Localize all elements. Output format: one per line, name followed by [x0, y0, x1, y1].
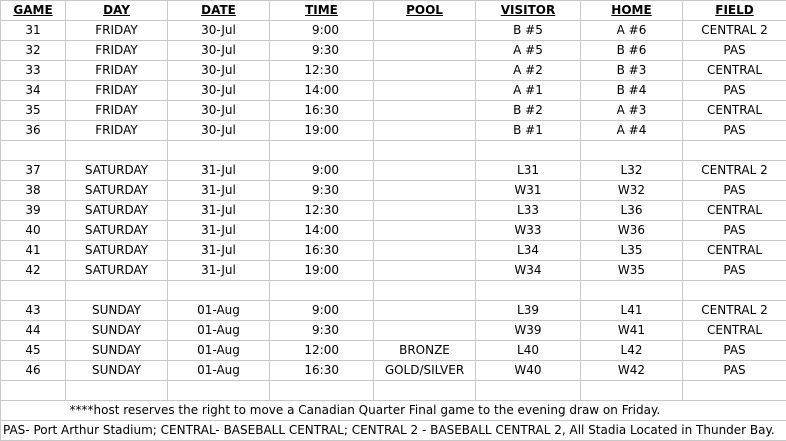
cell-date: 30-Jul — [168, 61, 270, 81]
cell-field: PAS — [683, 361, 786, 381]
cell-date: 31-Jul — [168, 181, 270, 201]
table-row — [1, 101, 786, 121]
cell-pool — [374, 301, 476, 321]
cell-visitor: W39 — [476, 321, 581, 341]
header-time: TIME — [270, 1, 374, 21]
cell-day: FRIDAY — [66, 121, 168, 141]
cell-date: 31-Jul — [168, 221, 270, 241]
table-row — [1, 121, 786, 141]
cell-pool — [374, 61, 476, 81]
cell-time: 16:30 — [270, 361, 374, 381]
cell-visitor: L39 — [476, 301, 581, 321]
cell-field: PAS — [683, 341, 786, 361]
cell-day: SUNDAY — [66, 361, 168, 381]
cell-date: 30-Jul — [168, 21, 270, 41]
header-home: HOME — [581, 1, 683, 21]
cell-pool — [374, 181, 476, 201]
cell-home: W42 — [581, 361, 683, 381]
cell-field: CENTRAL 2 — [683, 161, 786, 181]
cell-visitor: B #5 — [476, 21, 581, 41]
note-text: ****host reserves the right to move a Canadian Quarter Final game to the evening draw on Friday. — [66, 401, 786, 421]
cell-field: CENTRAL — [683, 201, 786, 221]
cell-field — [683, 381, 786, 401]
cell-pool — [374, 101, 476, 121]
cell-pool — [374, 321, 476, 341]
cell-game: 37 — [1, 161, 66, 181]
cell-time — [270, 281, 374, 301]
cell-visitor: W31 — [476, 181, 581, 201]
cell-visitor: L33 — [476, 201, 581, 221]
cell-game: 31 — [1, 21, 66, 41]
table-row — [1, 141, 786, 161]
cell-field: CENTRAL — [683, 241, 786, 261]
header-game: GAME — [1, 1, 66, 21]
cell-game: 33 — [1, 61, 66, 81]
cell-home: L36 — [581, 201, 683, 221]
table-row — [1, 361, 786, 381]
cell-visitor: L31 — [476, 161, 581, 181]
cell-home: L41 — [581, 301, 683, 321]
cell-home: A #6 — [581, 21, 683, 41]
cell-pool — [374, 21, 476, 41]
cell-day: SUNDAY — [66, 301, 168, 321]
cell-pool — [374, 381, 476, 401]
cell-home: W36 — [581, 221, 683, 241]
cell-visitor: W33 — [476, 221, 581, 241]
cell-date — [168, 141, 270, 161]
cell-time: 12:30 — [270, 61, 374, 81]
cell-date — [168, 381, 270, 401]
cell-game: 34 — [1, 81, 66, 101]
footer-row — [1, 421, 786, 441]
cell-date: 01-Aug — [168, 321, 270, 341]
cell-day: FRIDAY — [66, 101, 168, 121]
cell-visitor: A #2 — [476, 61, 581, 81]
table-row — [1, 181, 786, 201]
cell-field: CENTRAL 2 — [683, 21, 786, 41]
cell-field: CENTRAL — [683, 61, 786, 81]
header-row — [1, 1, 786, 21]
cell-home: L35 — [581, 241, 683, 261]
cell-day — [66, 381, 168, 401]
cell-game: 44 — [1, 321, 66, 341]
cell-visitor — [476, 141, 581, 161]
header-day: DAY — [66, 1, 168, 21]
cell-pool — [374, 141, 476, 161]
cell-home: B #3 — [581, 61, 683, 81]
cell-visitor: W40 — [476, 361, 581, 381]
cell-time: 14:00 — [270, 221, 374, 241]
cell-day — [66, 141, 168, 161]
cell-game: 45 — [1, 341, 66, 361]
cell-time: 9:30 — [270, 321, 374, 341]
cell-date: 01-Aug — [168, 361, 270, 381]
cell-pool — [374, 281, 476, 301]
cell-time: 9:00 — [270, 21, 374, 41]
table-row — [1, 161, 786, 181]
cell-field: PAS — [683, 81, 786, 101]
cell-game: 43 — [1, 301, 66, 321]
cell-date: 31-Jul — [168, 261, 270, 281]
cell-field — [683, 281, 786, 301]
cell-day: FRIDAY — [66, 81, 168, 101]
cell-date: 31-Jul — [168, 241, 270, 261]
cell-time: 9:30 — [270, 181, 374, 201]
cell-game — [1, 141, 66, 161]
cell-day: SATURDAY — [66, 221, 168, 241]
table-row — [1, 281, 786, 301]
header-visitor: VISITOR — [476, 1, 581, 21]
cell-home: W35 — [581, 261, 683, 281]
cell-day: FRIDAY — [66, 41, 168, 61]
header-pool: POOL — [374, 1, 476, 21]
cell-home: L32 — [581, 161, 683, 181]
cell-field: PAS — [683, 261, 786, 281]
cell-field: CENTRAL — [683, 321, 786, 341]
cell-visitor: B #2 — [476, 101, 581, 121]
cell-pool — [374, 81, 476, 101]
cell-game — [1, 381, 66, 401]
table-row — [1, 261, 786, 281]
cell-pool — [374, 121, 476, 141]
cell-day: SATURDAY — [66, 161, 168, 181]
cell-visitor: A #5 — [476, 41, 581, 61]
cell-game: 42 — [1, 261, 66, 281]
cell-home: B #4 — [581, 81, 683, 101]
cell-visitor: B #1 — [476, 121, 581, 141]
cell-day: SUNDAY — [66, 321, 168, 341]
cell-pool — [374, 201, 476, 221]
cell-time — [270, 141, 374, 161]
cell-date: 30-Jul — [168, 41, 270, 61]
cell-time: 9:00 — [270, 301, 374, 321]
cell-time: 9:30 — [270, 41, 374, 61]
cell-day: FRIDAY — [66, 21, 168, 41]
schedule-body — [1, 21, 786, 401]
cell-game: 35 — [1, 101, 66, 121]
cell-date: 01-Aug — [168, 301, 270, 321]
cell-time — [270, 381, 374, 401]
cell-home: W32 — [581, 181, 683, 201]
cell-time: 16:30 — [270, 101, 374, 121]
cell-game: 38 — [1, 181, 66, 201]
cell-day: SATURDAY — [66, 261, 168, 281]
cell-field: PAS — [683, 121, 786, 141]
table-row — [1, 81, 786, 101]
cell-pool: BRONZE — [374, 341, 476, 361]
cell-field: PAS — [683, 181, 786, 201]
cell-date: 30-Jul — [168, 101, 270, 121]
cell-date: 31-Jul — [168, 201, 270, 221]
cell-date: 01-Aug — [168, 341, 270, 361]
cell-visitor: W34 — [476, 261, 581, 281]
note-row — [1, 401, 786, 421]
cell-time: 16:30 — [270, 241, 374, 261]
table-row — [1, 201, 786, 221]
header-date: DATE — [168, 1, 270, 21]
cell-field: CENTRAL 2 — [683, 301, 786, 321]
cell-home — [581, 281, 683, 301]
table-row — [1, 61, 786, 81]
cell-game: 36 — [1, 121, 66, 141]
cell-time: 12:30 — [270, 201, 374, 221]
cell-time: 19:00 — [270, 261, 374, 281]
cell-time: 19:00 — [270, 121, 374, 141]
cell-date: 30-Jul — [168, 81, 270, 101]
cell-home: A #3 — [581, 101, 683, 121]
cell-home — [581, 141, 683, 161]
header-field: FIELD — [683, 1, 786, 21]
cell-time: 9:00 — [270, 161, 374, 181]
cell-field: PAS — [683, 221, 786, 241]
cell-date: 30-Jul — [168, 121, 270, 141]
cell-visitor: A #1 — [476, 81, 581, 101]
table-row — [1, 341, 786, 361]
cell-time: 14:00 — [270, 81, 374, 101]
cell-day: SATURDAY — [66, 201, 168, 221]
cell-pool — [374, 261, 476, 281]
cell-field — [683, 141, 786, 161]
table-row — [1, 41, 786, 61]
cell-pool: GOLD/SILVER — [374, 361, 476, 381]
cell-day: SATURDAY — [66, 241, 168, 261]
table-row — [1, 321, 786, 341]
cell-visitor: L40 — [476, 341, 581, 361]
cell-game: 39 — [1, 201, 66, 221]
cell-visitor — [476, 381, 581, 401]
cell-home: B #6 — [581, 41, 683, 61]
table-row — [1, 301, 786, 321]
table-row — [1, 381, 786, 401]
cell-pool — [374, 41, 476, 61]
cell-pool — [374, 161, 476, 181]
cell-field: PAS — [683, 41, 786, 61]
cell-home: L42 — [581, 341, 683, 361]
cell-visitor — [476, 281, 581, 301]
cell-date: 31-Jul — [168, 161, 270, 181]
cell-day: FRIDAY — [66, 61, 168, 81]
cell-game: 32 — [1, 41, 66, 61]
cell-home — [581, 381, 683, 401]
cell-home: W41 — [581, 321, 683, 341]
cell-game: 46 — [1, 361, 66, 381]
cell-day — [66, 281, 168, 301]
cell-game — [1, 281, 66, 301]
table-row — [1, 21, 786, 41]
table-row — [1, 241, 786, 261]
cell-game: 41 — [1, 241, 66, 261]
cell-time: 12:00 — [270, 341, 374, 361]
table-row — [1, 221, 786, 241]
cell-day: SATURDAY — [66, 181, 168, 201]
cell-field: CENTRAL — [683, 101, 786, 121]
footer-legend: PAS- Port Arthur Stadium; CENTRAL- BASEBALL CENTRAL; CENTRAL 2 - BASEBALL CENTRAL 2, All Stadia Located in Thunder Bay. — [1, 421, 786, 441]
cell-game: 40 — [1, 221, 66, 241]
cell-home: A #4 — [581, 121, 683, 141]
cell-pool — [374, 241, 476, 261]
cell-visitor: L34 — [476, 241, 581, 261]
cell-date — [168, 281, 270, 301]
cell-pool — [374, 221, 476, 241]
cell-day: SUNDAY — [66, 341, 168, 361]
note-spacer-cell — [1, 401, 66, 421]
